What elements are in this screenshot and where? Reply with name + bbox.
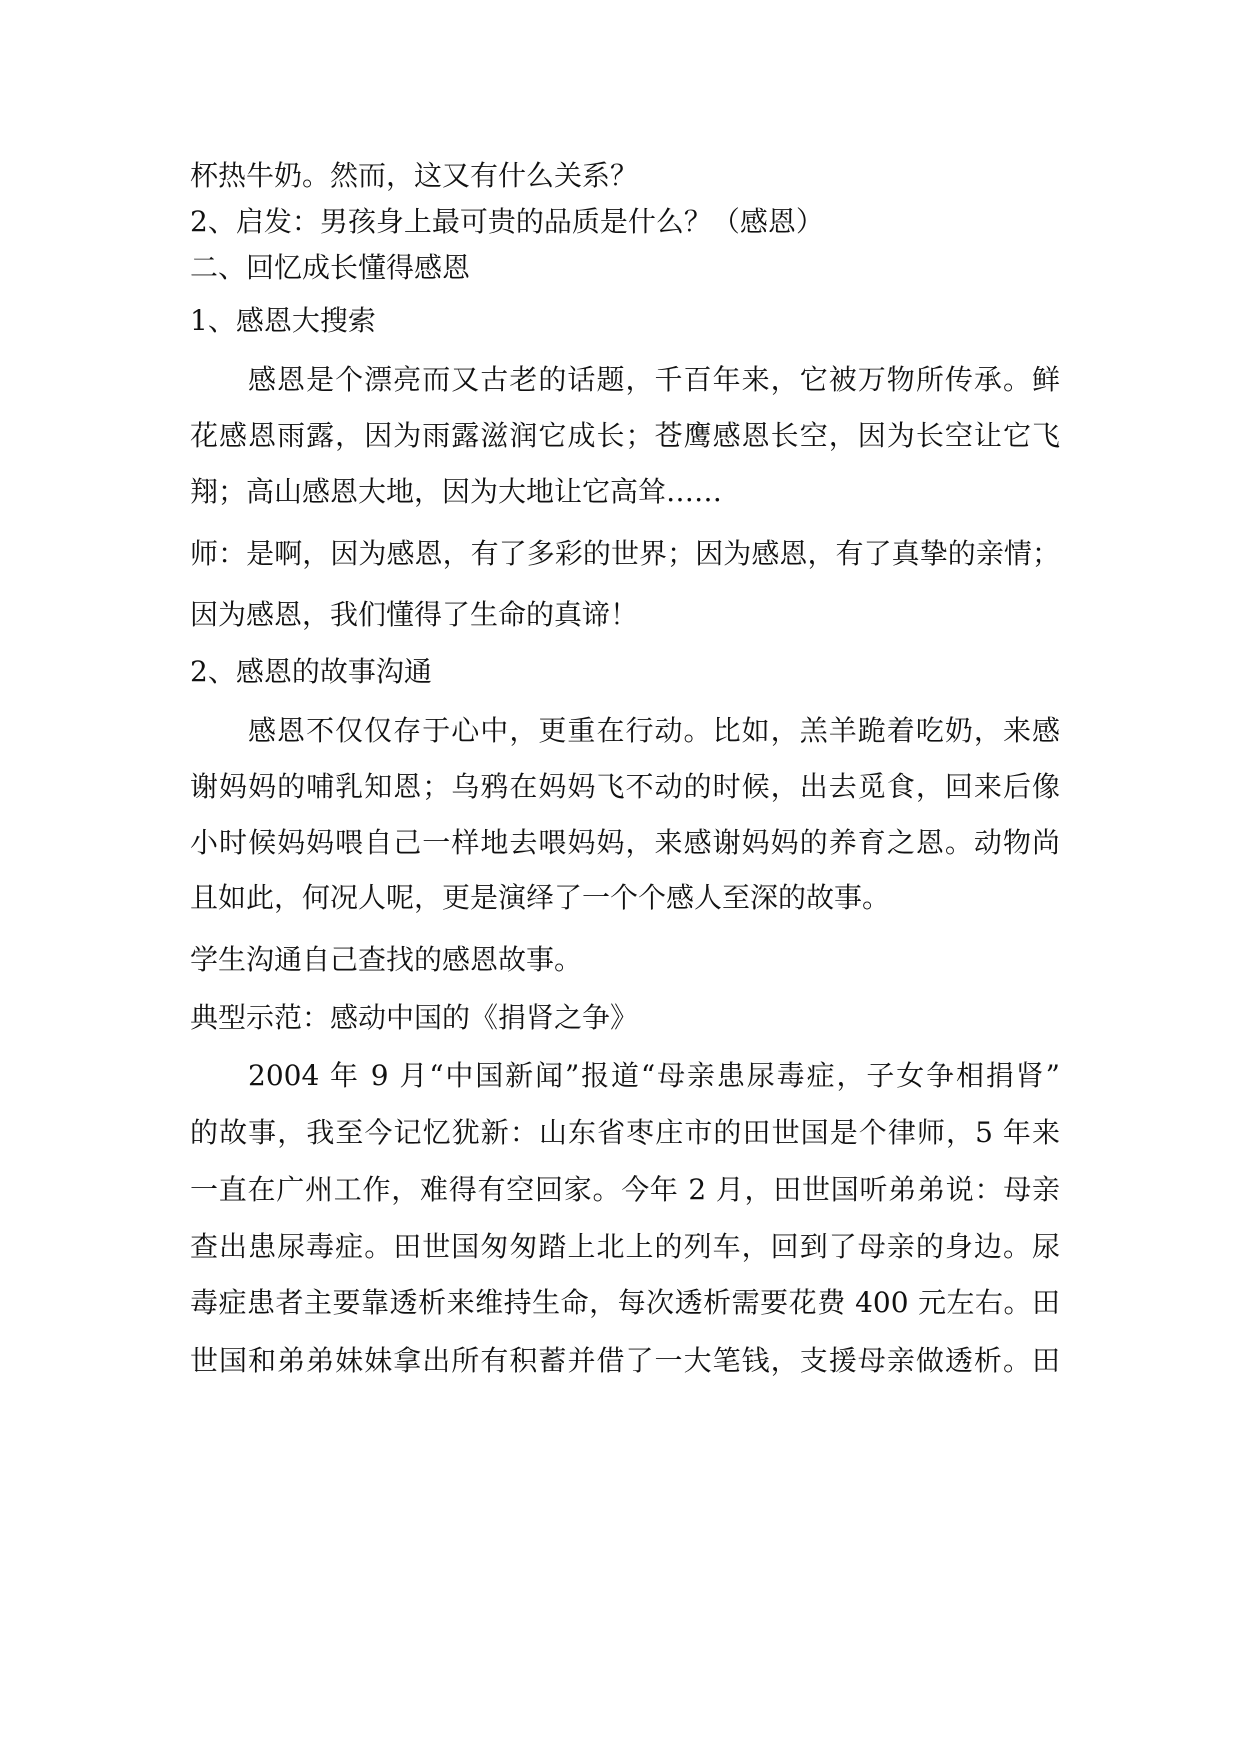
section-heading: 二、回忆成长懂得感恩 <box>190 251 471 284</box>
text-line-2: 2、启发：男孩身上最可贵的品质是什么？（感恩） <box>190 205 824 238</box>
paragraph-line: 的故事，我至今记忆犹新：山东省枣庄市的田世国是个律师，5 年来 <box>190 1116 1060 1149</box>
paragraph-line: 感恩不仅仅存于心中，更重在行动。比如，羔羊跪着吃奶，来感 <box>248 714 1060 747</box>
paragraph-line: 毒症患者主要靠透析来维持生命，每次透析需要花费 400 元左右。田 <box>190 1286 1060 1319</box>
teacher-line: 师：是啊，因为感恩，有了多彩的世界；因为感恩，有了真挚的亲情； <box>190 537 1060 570</box>
teacher-line: 因为感恩，我们懂得了生命的真谛！ <box>190 598 639 631</box>
paragraph-line: 2004 年 9 月“中国新闻”报道“母亲患尿毒症，子女争相捐肾” <box>248 1059 1060 1092</box>
paragraph-line: 谢妈妈的哺乳知恩；乌鸦在妈妈飞不动的时候，出去觅食，回来后像 <box>190 770 1060 803</box>
subheading-1: 1、感恩大搜索 <box>190 304 376 337</box>
subheading-2: 2、感恩的故事沟通 <box>190 655 432 688</box>
paragraph-line: 世国和弟弟妹妹拿出所有积蓄并借了一大笔钱，支援母亲做透析。田 <box>190 1344 1060 1377</box>
text-line: 典型示范：感动中国的《捐肾之争》 <box>190 1001 639 1034</box>
paragraph-line: 一直在广州工作，难得有空回家。今年 2 月，田世国听弟弟说：母亲 <box>190 1173 1060 1206</box>
paragraph-line: 小时候妈妈喂自己一样地去喂妈妈，来感谢妈妈的养育之恩。动物尚 <box>190 826 1060 859</box>
paragraph-line: 翔；高山感恩大地，因为大地让它高耸…… <box>190 475 723 508</box>
text-line-1: 杯热牛奶。然而，这又有什么关系？ <box>190 159 639 192</box>
paragraph-line: 查出患尿毒症。田世国匆匆踏上北上的列车，回到了母亲的身边。尿 <box>190 1230 1060 1263</box>
text-line: 学生沟通自己查找的感恩故事。 <box>190 943 583 976</box>
paragraph-line: 感恩是个漂亮而又古老的话题，千百年来，它被万物所传承。鲜 <box>248 363 1060 396</box>
paragraph-line: 且如此，何况人呢，更是演绎了一个个感人至深的故事。 <box>190 881 891 914</box>
paragraph-line: 花感恩雨露，因为雨露滋润它成长；苍鹰感恩长空，因为长空让它飞 <box>190 419 1060 452</box>
